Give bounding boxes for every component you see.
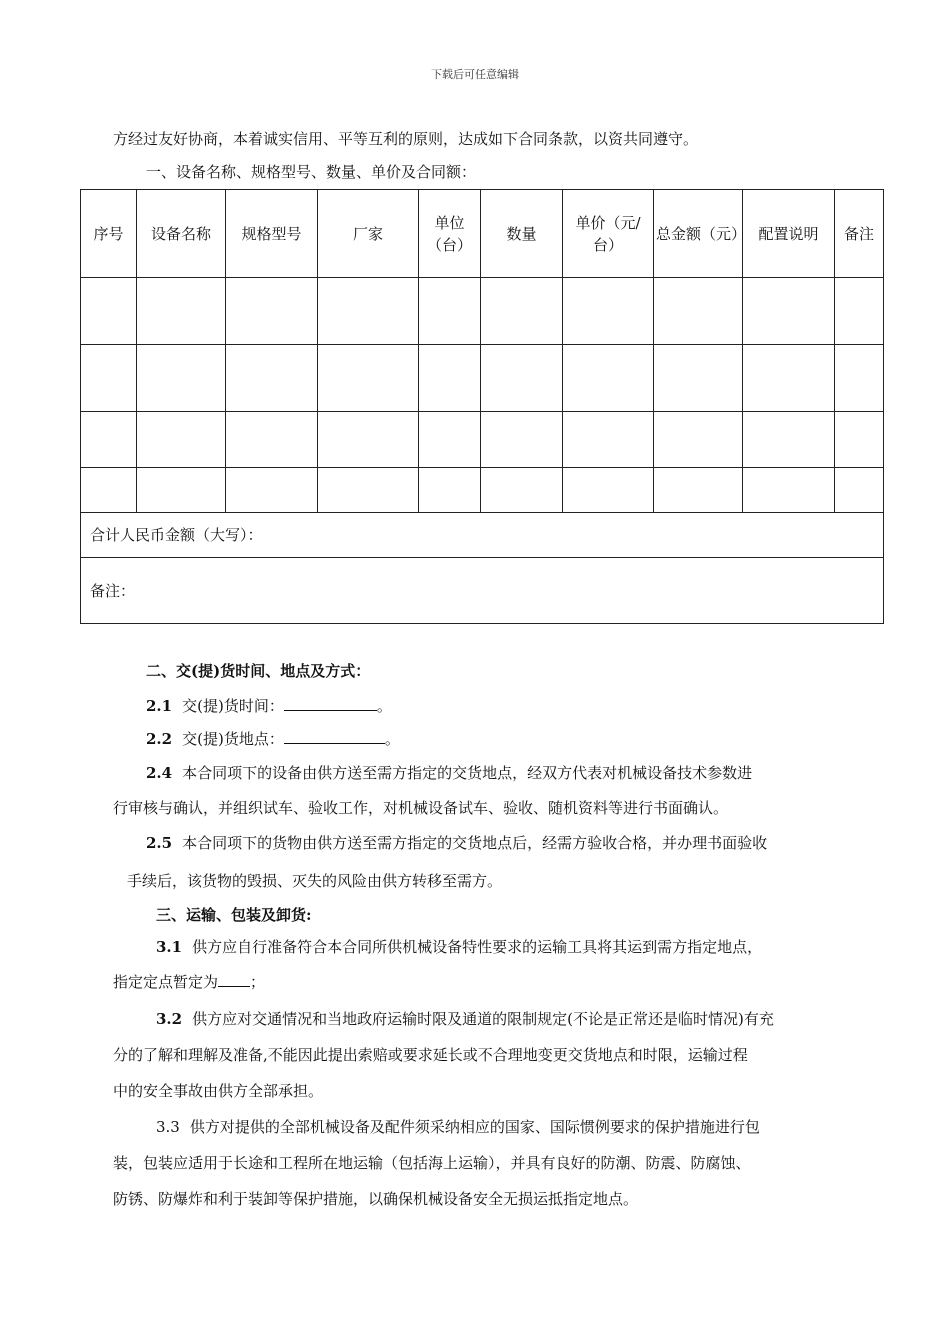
section2-title: 二、交(提)货时间、地点及方式：: [146, 662, 371, 680]
header-watermark: 下载后可任意编辑: [431, 68, 519, 81]
delivery-time-blank[interactable]: [284, 696, 377, 711]
clause-2-4-cont: 行审核与确认，并组织试车、验收工作，对机械设备试车、验收、随机资料等进行书面确认。: [113, 799, 729, 817]
table-row: [81, 412, 884, 468]
clause-3-2-cont2: 中的安全事故由供方全部承担。: [113, 1082, 324, 1100]
clause-number: 2.4: [146, 764, 173, 782]
clause-number: 2.1: [146, 697, 173, 715]
clause-number: 3.3: [156, 1118, 180, 1136]
header-cell-name: 设备名称: [137, 190, 226, 278]
clause-3-2-cont1: 分的了解和理解及准备,不能因此提出索赔或要求延长或不合理地变更交货地点和时限，运输过程: [113, 1046, 748, 1064]
clause-2-5-cont: 手续后，该货物的毁损、灭失的风险由供方转移至需方。: [127, 872, 503, 890]
clause-3-3: 3.3 供方对提供的全部机械设备及配件须采纳相应的国家、国际惯例要求的保护措施进行包: [156, 1118, 760, 1136]
header-cell-remark: 备注: [835, 190, 884, 278]
section1-title: 一、设备名称、规格型号、数量、单价及合同额：: [146, 163, 477, 181]
clause-number: 3.2: [156, 1010, 183, 1028]
section3-title: 三、运输、包装及卸货:: [156, 906, 312, 924]
remark-label[interactable]: 备注：: [81, 558, 884, 624]
clause-number: 2.2: [146, 730, 173, 748]
header-cell-index: 序号: [81, 190, 137, 278]
clause-3-1-cont: 指定定点暂定为 ；: [113, 973, 266, 991]
header-cell-config: 配置说明: [743, 190, 835, 278]
intro-text: 方经过友好协商，本着诚实信用、平等互利的原则，达成如下合同条款，以资共同遵守。: [113, 130, 699, 148]
delivery-place-blank[interactable]: [284, 729, 385, 744]
clause-3-2: 3.2 供方应对交通情况和当地政府运输时限及通道的限制规定(不论是正常还是临时情况)有充: [156, 1010, 774, 1028]
table-row: [81, 345, 884, 412]
table-row: [81, 468, 884, 513]
header-cell-qty: 数量: [481, 190, 563, 278]
clause-3-1: 3.1 供方应自行准备符合本合同所供机械设备特性要求的运输工具将其运到需方指定地点，: [156, 938, 763, 956]
table-header-row: [81, 190, 884, 278]
header-cell-model: 规格型号: [226, 190, 318, 278]
clause-2-4: 2.4 本合同项下的设备由供方送至需方指定的交货地点，经双方代表对机械设备技术参数进: [146, 764, 753, 782]
clause-2-2: 2.2 交(提)货地点： 。: [146, 730, 400, 748]
clause-2-1: 2.1 交(提)货时间： 。: [146, 697, 392, 715]
header-cell-unit: 单位（台）: [419, 190, 481, 278]
total-amount-row: [81, 513, 884, 558]
remark-row: [81, 558, 884, 624]
designated-point-blank[interactable]: [218, 972, 250, 987]
clause-2-5: 2.5 本合同项下的货物由供方送至需方指定的交货地点后，经需方验收合格，并办理书面验收: [146, 834, 768, 852]
clause-number: 3.1: [156, 938, 183, 956]
clause-3-3-cont1: 装，包装应适用于长途和工程所在地运输（包括海上运输），并具有良好的防潮、防震、防腐蚀、: [113, 1154, 751, 1172]
clause-3-3-cont2: 防锈、防爆炸和利于装卸等保护措施，以确保机械设备安全无损运抵指定地点。: [113, 1190, 639, 1208]
equipment-table: [80, 189, 884, 624]
header-cell-price: 单价（元/台）: [563, 190, 654, 278]
table-row: [81, 278, 884, 345]
total-amount-label[interactable]: 合计人民币金额（大写）：: [81, 513, 884, 558]
header-cell-maker: 厂家: [318, 190, 419, 278]
clause-number: 2.5: [146, 834, 173, 852]
header-cell-total: 总金额（元）: [654, 190, 743, 278]
